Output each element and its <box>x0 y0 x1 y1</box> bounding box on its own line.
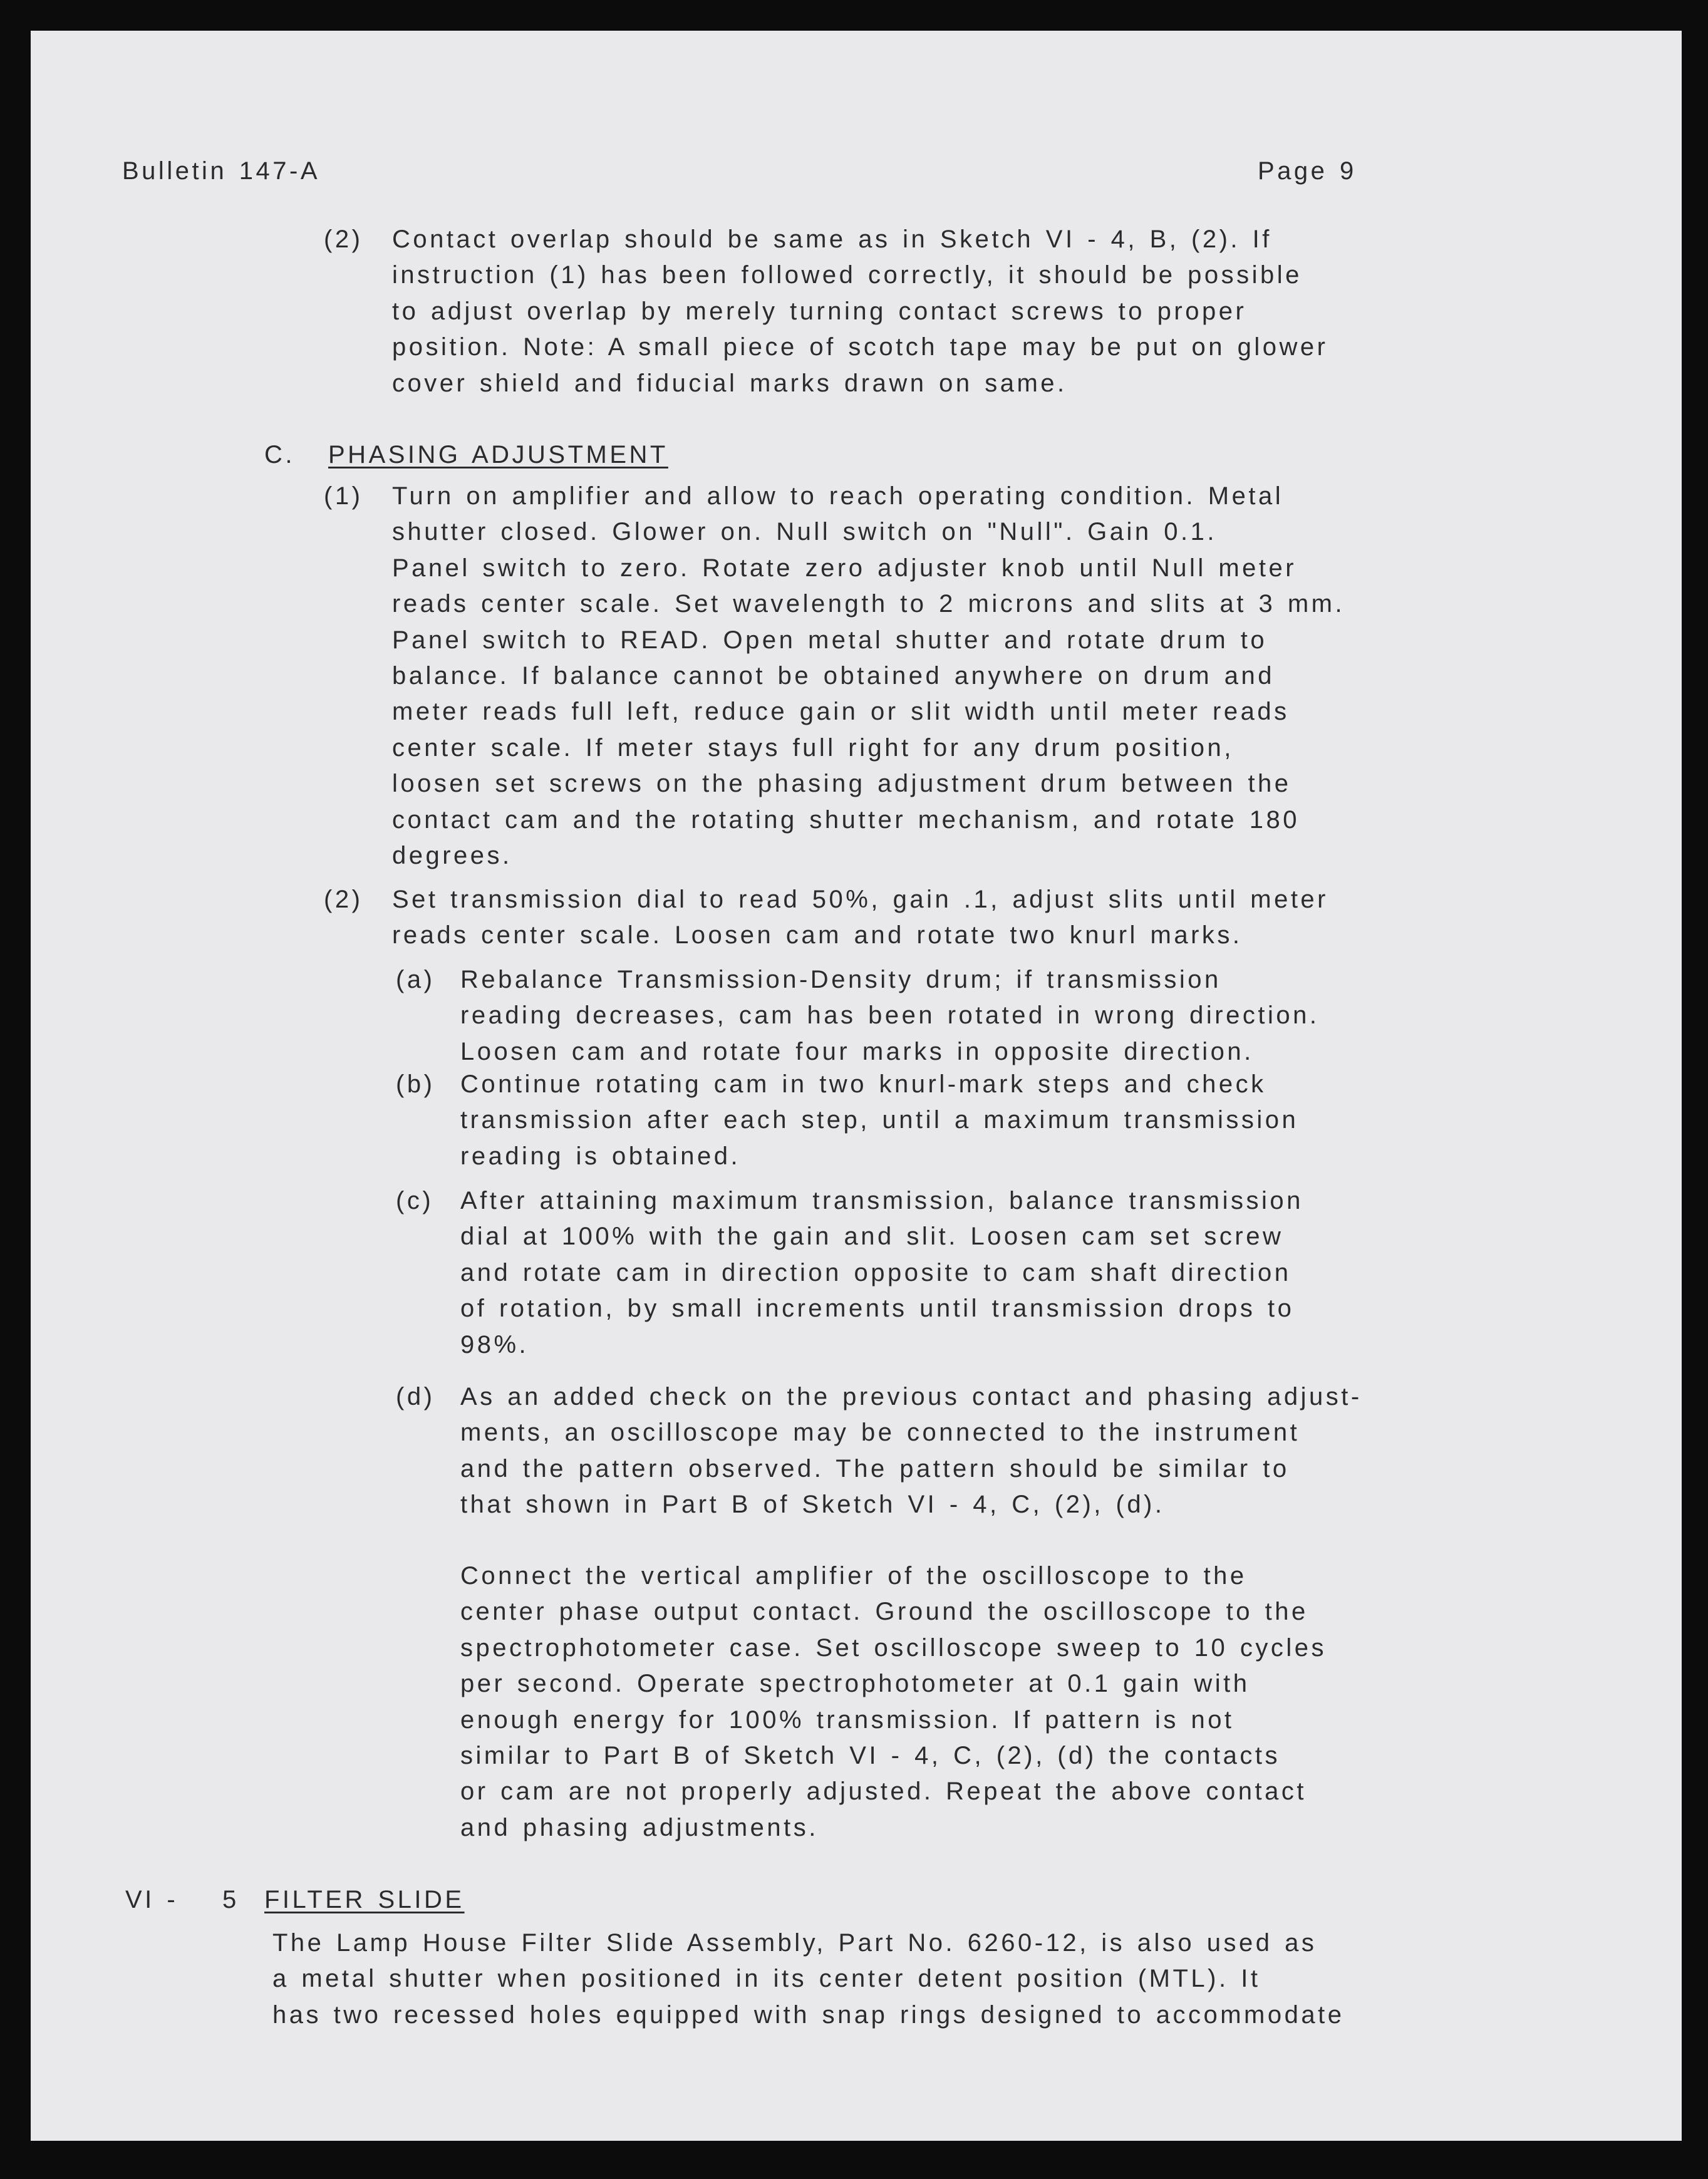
text-line: Set transmission dial to read 50%, gain .1, adjust slits until meter <box>392 886 1328 913</box>
text-line: loosen set screws on the phasing adjustment drum between the <box>392 770 1291 798</box>
text-line: Rebalance Transmission-Density drum; if transmission <box>460 966 1221 993</box>
text-line: reading is obtained. <box>460 1142 741 1170</box>
section-heading: FILTER SLIDE <box>264 1886 465 1913</box>
section-label: C. <box>264 441 295 468</box>
text-line: contact cam and the rotating shutter mechanism, and rotate 180 <box>392 805 1300 834</box>
subitem-label: (d) <box>396 1383 435 1410</box>
text-line: Connect the vertical amplifier of the oscilloscope to the <box>460 1562 1247 1590</box>
section-heading: PHASING ADJUSTMENT <box>328 441 668 468</box>
text-line: shutter closed. Glower on. Null switch on "Null". Gain 0.1. <box>392 518 1218 546</box>
text-line: After attaining maximum transmission, balance transmission <box>460 1187 1303 1214</box>
text-line: to adjust overlap by merely turning contact screws to proper <box>392 297 1247 325</box>
text-line: position. Note: A small piece of scotch tape may be put on glower <box>392 333 1328 361</box>
item-b2-text <box>392 222 1328 401</box>
text-line: and the pattern observed. The pattern should be similar to <box>460 1454 1290 1483</box>
text-line: As an added check on the previous contact and phasing adjust- <box>460 1383 1362 1410</box>
item-label: (1) <box>324 482 363 510</box>
item-c2-text <box>392 882 1328 954</box>
text-line: and rotate cam in direction opposite to cam shaft direction <box>460 1258 1291 1286</box>
text-line: Loosen cam and rotate four marks in opposite direction. <box>460 1037 1254 1065</box>
text-line: ments, an oscilloscope may be connected to the instrument <box>460 1419 1300 1447</box>
text-line: The Lamp House Filter Slide Assembly, Part No. 6260-12, is also used as <box>272 1929 1317 1957</box>
text-line: that shown in Part B of Sketch VI - 4, C, (2), (d). <box>460 1491 1165 1519</box>
subitem-d-text <box>460 1379 1362 1523</box>
text-line: degrees. <box>392 841 512 869</box>
item-label: (2) <box>324 886 363 913</box>
text-line: or cam are not properly adjusted. Repeat the above contact <box>460 1778 1307 1806</box>
text-line: Contact overlap should be same as in Sketch VI - 4, B, (2). If <box>392 225 1272 253</box>
text-line: 98%. <box>460 1330 529 1359</box>
text-line: Turn on amplifier and allow to reach operating condition. Metal <box>392 482 1284 510</box>
text-line: spectrophotometer case. Set oscilloscope sweep to 10 cycles <box>460 1633 1327 1662</box>
text-line: meter reads full left, reduce gain or slit width until meter reads <box>392 698 1290 726</box>
section-number: 5 <box>222 1886 239 1913</box>
section-label: VI - <box>125 1886 179 1913</box>
text-line: and phasing adjustments. <box>460 1813 819 1841</box>
text-line: center scale. If meter stays full right for any drum position, <box>392 733 1234 762</box>
text-line: reads center scale. Loosen cam and rotate two knurl marks. <box>392 921 1243 950</box>
text-line: enough energy for 100% transmission. If pattern is not <box>460 1705 1234 1734</box>
text-line: Panel switch to READ. Open metal shutter and rotate drum to <box>392 626 1268 654</box>
text-line: Continue rotating cam in two knurl-mark steps and check <box>460 1070 1266 1098</box>
text-line: instruction (1) has been followed correctly, it should be possible <box>392 261 1302 289</box>
subitem-c-text <box>460 1183 1303 1363</box>
item-label: (2) <box>324 225 363 253</box>
text-line: transmission after each step, until a maximum transmission <box>460 1106 1299 1134</box>
text-line: a metal shutter when positioned in its center detent position (MTL). It <box>272 1965 1261 1993</box>
subitem-a-text <box>460 962 1319 1070</box>
text-line: similar to Part B of Sketch VI - 4, C, (2), (d) the contacts <box>460 1741 1280 1769</box>
subitem-label: (c) <box>396 1187 434 1214</box>
text-line: reads center scale. Set wavelength to 2 microns and slits at 3 mm. <box>392 590 1345 618</box>
page-number: Page 9 <box>1258 157 1357 185</box>
bulletin-number: Bulletin 147-A <box>122 157 321 185</box>
filter-slide-paragraph <box>272 1925 1344 2033</box>
text-line: of rotation, by small increments until transmission drops to <box>460 1295 1295 1323</box>
text-line: dial at 100% with the gain and slit. Loosen cam set screw <box>460 1223 1284 1251</box>
oscilloscope-paragraph <box>460 1558 1327 1846</box>
text-line: reading decreases, cam has been rotated in wrong direction. <box>460 1002 1320 1030</box>
subitem-label: (b) <box>396 1070 435 1098</box>
subitem-b-text <box>460 1067 1298 1174</box>
text-line: per second. Operate spectrophotometer at 0.1 gain with <box>460 1670 1250 1698</box>
text-line: has two recessed holes equipped with snap rings designed to accommodate <box>272 2000 1345 2029</box>
item-c1-text <box>392 479 1345 874</box>
text-line: cover shield and fiducial marks drawn on same. <box>392 369 1067 397</box>
text-line: center phase output contact. Ground the oscilloscope to the <box>460 1598 1308 1626</box>
text-line: balance. If balance cannot be obtained anywhere on drum and <box>392 661 1275 690</box>
subitem-label: (a) <box>396 966 435 993</box>
text-line: Panel switch to zero. Rotate zero adjuster knob until Null meter <box>392 554 1297 582</box>
